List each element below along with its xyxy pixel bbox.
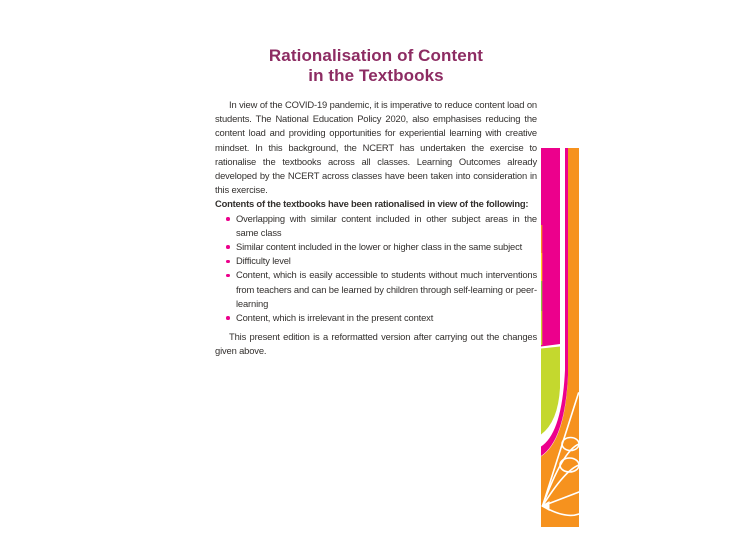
page-title (215, 46, 537, 86)
strip-pink-bar (541, 148, 560, 347)
decorative-edge-strip (541, 148, 579, 528)
rationale-list (215, 212, 537, 326)
list-heading: Contents of the textbooks have been rationalised in view of the following: (215, 198, 529, 210)
page-title-line2: in the Textbooks (308, 66, 444, 85)
strip-edge-sliver-orange (541, 225, 542, 253)
list-item: Similar content included in the lower or higher class in the same subject (215, 240, 537, 254)
list-item: Difficulty level (215, 254, 537, 268)
intro-paragraph: In view of the COVID-19 pandemic, it is imperative to reduce content load on students. The National Education Policy 2020, also emphasises reducing the content load and providing opportunities for experiential learning with creative mindset. In this background, the NCERT has undertaken the exercise to rationalise the textbooks across all classes. Learning Outcomes already developed by the NCERT across classes have been taken into consideration in this exercise. (215, 99, 537, 196)
closing-paragraph: This present edition is a reformatted version after carrying out the changes given above. (215, 331, 537, 357)
strip-edge-sliver-lime (541, 311, 542, 345)
strip-edge-sliver-green (541, 281, 542, 311)
strip-lime-block (541, 347, 560, 435)
list-item: Content, which is irrelevant in the present context (215, 311, 537, 325)
list-item: Overlapping with similar content included in other subject areas in the same class (215, 212, 537, 240)
text-column (215, 0, 537, 359)
list-item: Content, which is easily accessible to students without much interventions from teachers and can be learned by children through self-learning or peer-learning (215, 268, 537, 311)
page-title-line1: Rationalisation of Content (268, 46, 484, 65)
strip-edge-sliver-yellow (541, 253, 542, 281)
